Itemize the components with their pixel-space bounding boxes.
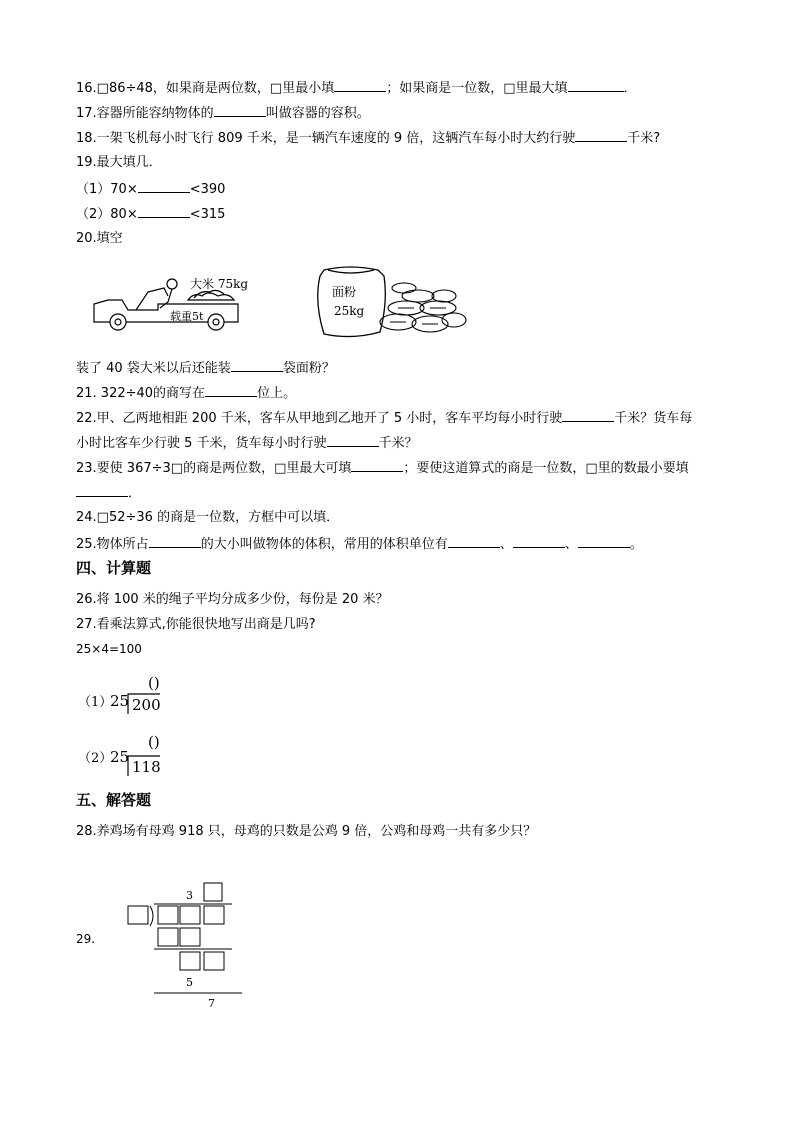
question-18 <box>76 129 660 148</box>
question-19-part-1 <box>76 180 225 199</box>
answer-blank[interactable] <box>351 459 403 472</box>
q22-text-a: 22.甲、乙两地相距 200 千米，客车从甲地到乙地开了 5 小时，客车平均每小时行驶 <box>76 411 563 426</box>
question-27-title: 27.看乘法算式,你能很快地写出商是几吗? <box>76 617 316 632</box>
q25-text-e: 。 <box>629 537 643 552</box>
truck-load-label: 载重5t <box>170 310 204 323</box>
question-23-line-2 <box>76 484 141 503</box>
blank-box[interactable] <box>128 906 148 924</box>
flour-bags-pile-icon <box>380 283 466 332</box>
question-19-part-2 <box>76 205 225 224</box>
section-heading-calc: 四、计算题 <box>76 559 152 577</box>
rice-label: 大米 75kg <box>190 277 249 291</box>
blank-box[interactable] <box>180 928 200 946</box>
q17-text-b: 叫做容器的容积。 <box>265 106 370 121</box>
quotient-blank[interactable]: () <box>148 733 160 751</box>
question-21 <box>76 384 296 403</box>
blank-box[interactable] <box>158 906 178 924</box>
q23-text-b: ；要使这道算式的商是一位数，□里的数最小要填 <box>403 461 689 476</box>
question-16 <box>76 79 637 98</box>
q19-p1-text-b: <390 <box>189 182 226 197</box>
blank-box[interactable] <box>204 906 224 924</box>
q22-text-c: 小时比客车少行驶 5 千米，货车每小时行驶 <box>76 436 327 451</box>
question-25 <box>76 535 643 554</box>
q25-text-b: 的大小叫做物体的体积，常用的体积单位有 <box>200 537 448 552</box>
part-label: （1） <box>78 695 113 710</box>
division-puzzle <box>120 878 260 1018</box>
answer-blank[interactable] <box>138 180 190 193</box>
q25-text-a: 25.物体所占 <box>76 537 149 552</box>
answer-blank[interactable] <box>575 129 627 142</box>
divisor: 25 <box>110 748 130 766</box>
q22-text-d: 千米？ <box>378 436 418 451</box>
answer-blank[interactable] <box>578 535 630 548</box>
part-label: （2） <box>78 751 113 766</box>
quotient-blank[interactable]: () <box>148 674 160 692</box>
answer-blank[interactable] <box>205 384 257 397</box>
q21-text-b: 位上。 <box>257 386 297 401</box>
q20-text-b: 袋面粉？ <box>282 361 335 376</box>
blank-box[interactable] <box>158 928 178 946</box>
answer-blank[interactable] <box>231 359 283 372</box>
blank-box[interactable] <box>204 952 224 970</box>
question-22-line-1 <box>76 409 692 428</box>
answer-blank[interactable] <box>448 535 500 548</box>
answer-blank[interactable] <box>334 79 386 92</box>
answer-blank[interactable] <box>214 104 266 117</box>
q18-text-b: 千米? <box>627 131 661 146</box>
answer-blank[interactable] <box>76 484 128 497</box>
q25-text-c: 、 <box>499 537 513 552</box>
q23-text-a: 23.要使 367÷3□的商是两位数，□里最大可填 <box>76 461 352 476</box>
quotient-digit: 3 <box>186 889 193 902</box>
question-20-ask <box>76 359 335 378</box>
question-20-title: 20.填空 <box>76 231 123 246</box>
dividend: 200 <box>132 696 161 714</box>
q23-text-c: ． <box>128 486 142 501</box>
blank-box[interactable] <box>180 906 200 924</box>
question-22-line-2 <box>76 434 418 453</box>
blank-box[interactable] <box>204 883 222 901</box>
question-29-number: 29. <box>76 932 96 946</box>
question-24: 24.□52÷36 的商是一位数，方框中可以填． <box>76 510 340 525</box>
q25-text-d: 、 <box>564 537 578 552</box>
question-28: 28.养鸡场有母鸡 918 只，母鸡的只数是公鸡 9 倍，公鸡和母鸡一共有多少只？ <box>76 824 537 839</box>
dividend: 118 <box>132 758 161 776</box>
answer-blank[interactable] <box>568 79 624 92</box>
question-27-equation: 25×4=100 <box>76 642 142 656</box>
question-17 <box>76 104 370 123</box>
long-division-2 <box>78 730 198 782</box>
answer-blank[interactable] <box>149 535 201 548</box>
blank-box[interactable] <box>180 952 200 970</box>
answer-blank[interactable] <box>327 434 379 447</box>
divisor: 25 <box>110 692 130 710</box>
q19-p2-text-a: （2）80× <box>76 207 138 222</box>
flour-sack-icon <box>318 267 386 337</box>
q16-text-a: 16.□86÷48，如果商是两位数，□里最小填 <box>76 81 335 96</box>
answer-blank[interactable] <box>562 409 614 422</box>
q20-text-a: 装了 40 袋大米以后还能装 <box>76 361 231 376</box>
q21-text-a: 21. 322÷40的商写在 <box>76 386 206 401</box>
answer-blank[interactable] <box>513 535 565 548</box>
q22-text-b: 千米？货车每 <box>614 411 693 426</box>
answer-blank[interactable] <box>138 205 190 218</box>
flour-weight-label: 25kg <box>334 304 365 318</box>
q17-text-a: 17.容器所能容纳物体的 <box>76 106 214 121</box>
flour-label: 面粉 <box>332 285 357 299</box>
section-heading-answer: 五、解答题 <box>76 791 152 809</box>
partial-digit: 5 <box>186 976 193 989</box>
truck-and-flour-illustration <box>88 262 468 342</box>
long-division-1 <box>78 668 198 720</box>
remainder-digit: 7 <box>208 997 215 1010</box>
q16-text-b: ；如果商是一位数，□里最大填 <box>386 81 568 96</box>
question-19-title: 19.最大填几． <box>76 155 162 170</box>
q18-text-a: 18.一架飞机每小时飞行 809 千米，是一辆汽车速度的 9 倍，这辆汽车每小时大约行驶 <box>76 131 576 146</box>
q19-p1-text-a: （1）70× <box>76 182 138 197</box>
question-26: 26.将 100 米的绳子平均分成多少份，每份是 20 米？ <box>76 592 389 607</box>
q19-p2-text-b: <315 <box>189 207 226 222</box>
q16-text-c: ． <box>623 81 637 96</box>
question-23-line-1 <box>76 459 689 478</box>
